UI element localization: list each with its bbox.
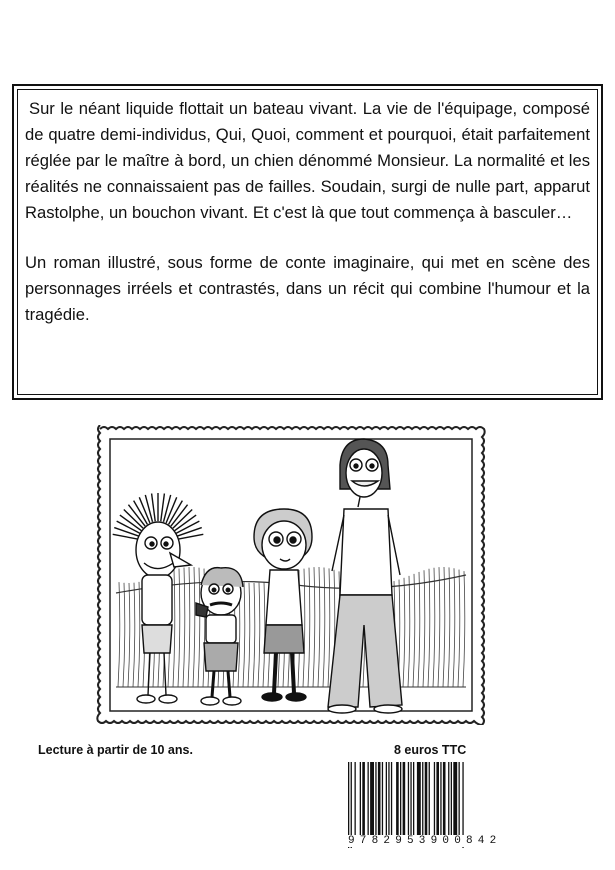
cartoon-characters-illustration [96,425,486,725]
blurb-paragraph-1: Sur le néant liquide flottait un bateau vivant. La vie de l'équipage, composé de quatre demi-individus, Qui, Quoi, comment et pourquoi, était parfaitement réglée par le maître à bord, un chien dénommé Monsieur. La normalité et les réalités ne connaissaient pas de failles. Soudain, surgi de nulle part, apparut Rastolphe, un bouchon vivant. Et c'est là que tout commença à basculer… [25,99,590,222]
blurb-paragraph-2: Un roman illustré, sous forme de conte imaginaire, qui met en scène des personnages irréels et contrastés, dans un récit qui combine l'humour et la tragédie. [25,253,590,324]
back-cover-blurb-frame [12,84,603,400]
back-cover-blurb [17,89,598,395]
price-label: 8 euros TTC [394,743,467,757]
isbn-number: 9782953900842 [348,835,508,847]
reading-age-label: Lecture à partir de 10 ans. [38,743,193,757]
